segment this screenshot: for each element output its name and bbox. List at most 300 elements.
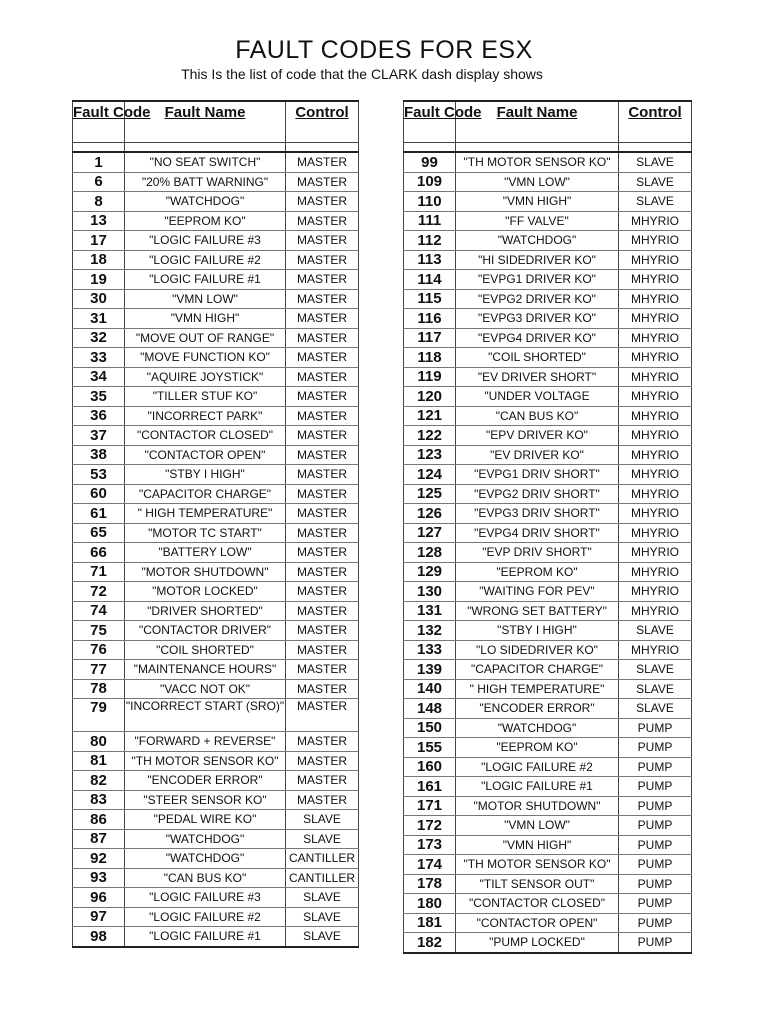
fault-code-cell: 53 (73, 465, 125, 485)
table-row (404, 855, 692, 875)
control-cell: MASTER (286, 406, 359, 426)
table-row (404, 913, 692, 933)
table-row (73, 367, 359, 387)
control-cell: MASTER (286, 679, 359, 699)
fault-name-cell: "CAPACITOR CHARGE" (456, 660, 619, 680)
fault-code-cell: 155 (404, 738, 456, 758)
fault-name-cell: "20% BATT WARNING" (125, 172, 286, 192)
fault-code-cell: 93 (73, 868, 125, 888)
fault-code-cell: 18 (73, 250, 125, 270)
fault-name-cell: "BATTERY LOW" (125, 543, 286, 563)
fault-name-cell: "MAINTENANCE HOURS" (125, 660, 286, 680)
control-cell: PUMP (619, 913, 692, 933)
table-row (404, 211, 692, 231)
fault-code-cell: 174 (404, 855, 456, 875)
fault-code-cell: 109 (404, 172, 456, 192)
fault-code-cell: 31 (73, 309, 125, 329)
fault-code-cell: 86 (73, 810, 125, 830)
control-cell: MASTER (286, 152, 359, 172)
column-header-fault-code: Fault Code (404, 101, 456, 143)
fault-code-cell: 80 (73, 732, 125, 752)
table-row (404, 367, 692, 387)
fault-code-cell: 110 (404, 192, 456, 212)
page-title: FAULT CODES FOR ESX (235, 36, 533, 64)
fault-code-cell: 117 (404, 328, 456, 348)
fault-code-cell: 140 (404, 679, 456, 699)
fault-code-cell: 113 (404, 250, 456, 270)
fault-code-cell: 178 (404, 874, 456, 894)
table-row (404, 172, 692, 192)
control-cell: MASTER (286, 504, 359, 524)
table-row (73, 771, 359, 791)
fault-name-cell: "LOGIC FAILURE #3 (125, 888, 286, 908)
fault-name-cell: "WRONG SET BATTERY" (456, 601, 619, 621)
control-cell: MASTER (286, 231, 359, 251)
control-cell: MASTER (286, 445, 359, 465)
fault-name-cell: "EEPROM KO" (125, 211, 286, 231)
control-cell: SLAVE (286, 907, 359, 927)
fault-name-cell: "TH MOTOR SENSOR KO" (456, 855, 619, 875)
fault-name-cell: "MOTOR LOCKED" (125, 582, 286, 602)
control-cell: MHYRIO (619, 445, 692, 465)
fault-name-cell: "WATCHDOG" (456, 231, 619, 251)
table-row (73, 328, 359, 348)
control-cell: MASTER (286, 582, 359, 602)
control-cell: MHYRIO (619, 543, 692, 563)
fault-code-cell: 122 (404, 426, 456, 446)
control-cell: MHYRIO (619, 406, 692, 426)
fault-name-cell: "TH MOTOR SENSOR KO" (125, 751, 286, 771)
table-row (73, 751, 359, 771)
fault-name-cell: "LOGIC FAILURE #1 (125, 927, 286, 947)
fault-name-cell: "VMN LOW" (456, 172, 619, 192)
table-row (404, 309, 692, 329)
table-row (73, 732, 359, 752)
control-cell: MASTER (286, 367, 359, 387)
control-cell: MASTER (286, 640, 359, 660)
control-cell: MHYRIO (619, 465, 692, 485)
table-row (404, 543, 692, 563)
fault-name-cell: "CONTACTOR OPEN" (125, 445, 286, 465)
control-cell: MASTER (286, 732, 359, 752)
control-cell: SLAVE (619, 621, 692, 641)
column-header-fault-name: Fault Name (125, 101, 286, 143)
fault-code-cell: 87 (73, 829, 125, 849)
fault-code-cell: 125 (404, 484, 456, 504)
fault-code-cell: 120 (404, 387, 456, 407)
table-row (404, 660, 692, 680)
fault-name-cell: "VMN LOW" (125, 289, 286, 309)
control-cell: SLAVE (619, 679, 692, 699)
control-cell: MHYRIO (619, 426, 692, 446)
table-row (404, 426, 692, 446)
fault-code-cell: 60 (73, 484, 125, 504)
table-row (404, 348, 692, 368)
fault-name-cell: "CAN BUS KO" (456, 406, 619, 426)
fault-name-cell: "HI SIDEDRIVER KO" (456, 250, 619, 270)
fault-name-cell: "MOVE OUT OF RANGE" (125, 328, 286, 348)
control-cell: MASTER (286, 289, 359, 309)
fault-name-cell: "MOTOR SHUTDOWN" (125, 562, 286, 582)
fault-code-cell: 36 (73, 406, 125, 426)
control-cell: PUMP (619, 738, 692, 758)
fault-code-cell: 35 (73, 387, 125, 407)
fault-code-cell: 8 (73, 192, 125, 212)
control-cell: MHYRIO (619, 231, 692, 251)
fault-code-cell: 150 (404, 718, 456, 738)
column-header-control: Control (619, 101, 692, 143)
fault-name-cell: "CONTACTOR CLOSED" (125, 426, 286, 446)
fault-code-cell: 180 (404, 894, 456, 914)
fault-name-cell: "EEPROM KO" (456, 562, 619, 582)
fault-code-cell: 160 (404, 757, 456, 777)
fault-name-cell: "FF VALVE" (456, 211, 619, 231)
fault-name-cell: "ENCODER ERROR" (125, 771, 286, 791)
fault-code-cell: 37 (73, 426, 125, 446)
fault-code-cell: 129 (404, 562, 456, 582)
fault-code-cell: 1 (73, 152, 125, 172)
fault-code-table-right (403, 100, 692, 954)
control-cell: SLAVE (286, 888, 359, 908)
table-row (404, 894, 692, 914)
fault-name-cell: "LOGIC FAILURE #3 (125, 231, 286, 251)
fault-name-cell: " HIGH TEMPERATURE" (125, 504, 286, 524)
table-row (73, 907, 359, 927)
table-row (404, 406, 692, 426)
control-cell: MHYRIO (619, 562, 692, 582)
fault-code-cell: 182 (404, 933, 456, 953)
table-row (404, 679, 692, 699)
fault-code-cell: 98 (73, 927, 125, 947)
table-row (73, 621, 359, 641)
fault-code-cell: 116 (404, 309, 456, 329)
column-header-control: Control (286, 101, 359, 143)
fault-code-cell: 96 (73, 888, 125, 908)
fault-code-cell: 71 (73, 562, 125, 582)
fault-name-cell: "COIL SHORTED" (125, 640, 286, 660)
fault-name-cell: "UNDER VOLTAGE (456, 387, 619, 407)
fault-name-cell: "TH MOTOR SENSOR KO" (456, 152, 619, 172)
table-row (73, 309, 359, 329)
fault-code-cell: 76 (73, 640, 125, 660)
table-row (404, 152, 692, 172)
table-row (404, 465, 692, 485)
table-row (73, 679, 359, 699)
fault-code-cell: 118 (404, 348, 456, 368)
control-cell: MASTER (286, 484, 359, 504)
fault-code-cell: 83 (73, 790, 125, 810)
table-row (73, 445, 359, 465)
control-cell: SLAVE (619, 152, 692, 172)
fault-name-cell: "EVPG4 DRIVER KO" (456, 328, 619, 348)
fault-code-cell: 119 (404, 367, 456, 387)
fault-name-cell: "LOGIC FAILURE #1 (125, 270, 286, 290)
fault-name-cell: "CAPACITOR CHARGE" (125, 484, 286, 504)
table-row (404, 328, 692, 348)
fault-code-cell: 132 (404, 621, 456, 641)
fault-name-cell: "TILLER STUF KO" (125, 387, 286, 407)
table-row (404, 621, 692, 641)
control-cell: PUMP (619, 816, 692, 836)
control-cell: PUMP (619, 777, 692, 797)
control-cell: MASTER (286, 211, 359, 231)
fault-code-cell: 161 (404, 777, 456, 797)
fault-name-cell: "TILT SENSOR OUT" (456, 874, 619, 894)
control-cell: MHYRIO (619, 523, 692, 543)
fault-name-cell: "EVPG2 DRIVER KO" (456, 289, 619, 309)
control-cell: MASTER (286, 562, 359, 582)
table-row (73, 348, 359, 368)
fault-name-cell: "INCORRECT START (SRO)" (125, 699, 286, 732)
control-cell: MASTER (286, 601, 359, 621)
table-row (404, 640, 692, 660)
table-row (73, 790, 359, 810)
control-cell: PUMP (619, 757, 692, 777)
fault-code-cell: 121 (404, 406, 456, 426)
control-cell: MHYRIO (619, 601, 692, 621)
control-cell: SLAVE (619, 660, 692, 680)
fault-name-cell: " HIGH TEMPERATURE" (456, 679, 619, 699)
table-row (73, 465, 359, 485)
control-cell: MHYRIO (619, 387, 692, 407)
fault-code-cell: 124 (404, 465, 456, 485)
fault-name-cell: "VMN LOW" (456, 816, 619, 836)
control-cell: SLAVE (619, 699, 692, 719)
table-row (404, 835, 692, 855)
fault-code-cell: 72 (73, 582, 125, 602)
control-cell: MASTER (286, 387, 359, 407)
fault-name-cell: "EVP DRIV SHORT" (456, 543, 619, 563)
control-cell: MASTER (286, 250, 359, 270)
fault-name-cell: "CAN BUS KO" (125, 868, 286, 888)
control-cell: PUMP (619, 796, 692, 816)
fault-name-cell: "AQUIRE JOYSTICK" (125, 367, 286, 387)
table-row (404, 562, 692, 582)
fault-code-cell: 130 (404, 582, 456, 602)
control-cell: SLAVE (286, 810, 359, 830)
control-cell: SLAVE (286, 927, 359, 947)
control-cell: MASTER (286, 270, 359, 290)
table-row (73, 152, 359, 172)
fault-code-cell: 133 (404, 640, 456, 660)
table-row (73, 172, 359, 192)
control-cell: MHYRIO (619, 348, 692, 368)
fault-name-cell: "EVPG4 DRIV SHORT" (456, 523, 619, 543)
fault-name-cell: "WATCHDOG" (456, 718, 619, 738)
fault-code-cell: 66 (73, 543, 125, 563)
fault-name-cell: "STEER SENSOR KO" (125, 790, 286, 810)
table-row (73, 289, 359, 309)
table-row (404, 250, 692, 270)
fault-code-cell: 128 (404, 543, 456, 563)
control-cell: MHYRIO (619, 640, 692, 660)
fault-code-cell: 97 (73, 907, 125, 927)
fault-code-cell: 172 (404, 816, 456, 836)
fault-code-cell: 99 (404, 152, 456, 172)
table-row (404, 192, 692, 212)
fault-name-cell: "WATCHDOG" (125, 849, 286, 869)
control-cell: PUMP (619, 874, 692, 894)
fault-name-cell: "VMN HIGH" (125, 309, 286, 329)
fault-code-cell: 13 (73, 211, 125, 231)
column-header-fault-name: Fault Name (456, 101, 619, 143)
fault-name-cell: "EPV DRIVER KO" (456, 426, 619, 446)
table-row (404, 777, 692, 797)
control-cell: MASTER (286, 172, 359, 192)
fault-name-cell: "LOGIC FAILURE #1 (456, 777, 619, 797)
control-cell: MASTER (286, 660, 359, 680)
fault-name-cell: "DRIVER SHORTED" (125, 601, 286, 621)
table-row (404, 699, 692, 719)
table-row (73, 868, 359, 888)
control-cell: PUMP (619, 835, 692, 855)
page-subtitle: This Is the list of code that the CLARK dash display shows (181, 66, 543, 82)
fault-code-cell: 139 (404, 660, 456, 680)
fault-name-cell: "EVPG3 DRIVER KO" (456, 309, 619, 329)
table-row (404, 289, 692, 309)
control-cell: PUMP (619, 894, 692, 914)
control-cell: MASTER (286, 426, 359, 446)
table-row (73, 406, 359, 426)
table-row (404, 484, 692, 504)
fault-name-cell: "MOTOR SHUTDOWN" (456, 796, 619, 816)
fault-code-cell: 77 (73, 660, 125, 680)
fault-code-cell: 171 (404, 796, 456, 816)
control-cell: MHYRIO (619, 309, 692, 329)
fault-name-cell: "EVPG1 DRIVER KO" (456, 270, 619, 290)
fault-name-cell: "WAITING FOR PEV" (456, 582, 619, 602)
control-cell: MASTER (286, 751, 359, 771)
fault-code-cell: 74 (73, 601, 125, 621)
table-row (73, 888, 359, 908)
fault-name-cell: "MOTOR TC START" (125, 523, 286, 543)
control-cell: MHYRIO (619, 367, 692, 387)
table-row (404, 523, 692, 543)
fault-name-cell: "FORWARD + REVERSE" (125, 732, 286, 752)
table-row (404, 738, 692, 758)
fault-name-cell: "INCORRECT PARK" (125, 406, 286, 426)
fault-code-table-left (72, 100, 359, 948)
fault-name-cell: "EVPG2 DRIV SHORT" (456, 484, 619, 504)
control-cell: MASTER (286, 790, 359, 810)
table-row (73, 504, 359, 524)
table-row (73, 211, 359, 231)
fault-code-cell: 19 (73, 270, 125, 290)
column-header-fault-code: Fault Code (73, 101, 125, 143)
table-row (73, 849, 359, 869)
fault-name-cell: "CONTACTOR OPEN" (456, 913, 619, 933)
control-cell: MHYRIO (619, 289, 692, 309)
control-cell: PUMP (619, 855, 692, 875)
fault-code-cell: 6 (73, 172, 125, 192)
table-row (404, 582, 692, 602)
control-cell: MASTER (286, 543, 359, 563)
table-row (73, 523, 359, 543)
table-row (404, 231, 692, 251)
control-cell: SLAVE (619, 172, 692, 192)
fault-code-cell: 131 (404, 601, 456, 621)
table-row (73, 601, 359, 621)
fault-code-cell: 61 (73, 504, 125, 524)
table-row (404, 270, 692, 290)
table-row (404, 933, 692, 953)
table-row (73, 640, 359, 660)
fault-code-cell: 181 (404, 913, 456, 933)
control-cell: MASTER (286, 348, 359, 368)
control-cell: MHYRIO (619, 504, 692, 524)
fault-code-cell: 38 (73, 445, 125, 465)
table-row (404, 445, 692, 465)
fault-name-cell: "LOGIC FAILURE #2 (456, 757, 619, 777)
control-cell: CANTILLER (286, 849, 359, 869)
table-row (73, 562, 359, 582)
fault-code-cell: 173 (404, 835, 456, 855)
table-row (73, 927, 359, 947)
fault-name-cell: "EV DRIVER SHORT" (456, 367, 619, 387)
fault-name-cell: "WATCHDOG" (125, 829, 286, 849)
fault-code-cell: 82 (73, 771, 125, 791)
fault-name-cell: "PUMP LOCKED" (456, 933, 619, 953)
fault-code-cell: 34 (73, 367, 125, 387)
control-cell: MHYRIO (619, 582, 692, 602)
table-row (73, 829, 359, 849)
fault-name-cell: "VACC NOT OK" (125, 679, 286, 699)
control-cell: MASTER (286, 771, 359, 791)
table-row (73, 660, 359, 680)
fault-name-cell: "STBY I HIGH" (125, 465, 286, 485)
table-row (73, 699, 359, 732)
table-row (73, 192, 359, 212)
fault-code-cell: 75 (73, 621, 125, 641)
fault-name-cell: "EVPG3 DRIV SHORT" (456, 504, 619, 524)
fault-code-cell: 33 (73, 348, 125, 368)
fault-name-cell: "COIL SHORTED" (456, 348, 619, 368)
fault-name-cell: "STBY I HIGH" (456, 621, 619, 641)
fault-code-cell: 92 (73, 849, 125, 869)
fault-code-cell: 78 (73, 679, 125, 699)
fault-code-cell: 30 (73, 289, 125, 309)
control-cell: MASTER (286, 621, 359, 641)
control-cell: MASTER (286, 192, 359, 212)
fault-name-cell: "MOVE FUNCTION KO" (125, 348, 286, 368)
fault-code-cell: 32 (73, 328, 125, 348)
table-row (404, 601, 692, 621)
header-spacer (73, 143, 359, 153)
fault-name-cell: "CONTACTOR CLOSED" (456, 894, 619, 914)
fault-code-cell: 115 (404, 289, 456, 309)
table-row (73, 543, 359, 563)
fault-name-cell: "EVPG1 DRIV SHORT" (456, 465, 619, 485)
fault-name-cell: "EEPROM KO" (456, 738, 619, 758)
table-row (404, 816, 692, 836)
control-cell: MASTER (286, 309, 359, 329)
table-row (404, 718, 692, 738)
table-row (73, 231, 359, 251)
fault-code-cell: 127 (404, 523, 456, 543)
fault-code-cell: 65 (73, 523, 125, 543)
control-cell: MHYRIO (619, 250, 692, 270)
fault-name-cell: "LOGIC FAILURE #2 (125, 907, 286, 927)
fault-name-cell: "NO SEAT SWITCH" (125, 152, 286, 172)
control-cell: SLAVE (286, 829, 359, 849)
fault-name-cell: "CONTACTOR DRIVER" (125, 621, 286, 641)
fault-name-cell: "EV DRIVER KO" (456, 445, 619, 465)
control-cell: MASTER (286, 328, 359, 348)
table-row (73, 582, 359, 602)
table-row (404, 796, 692, 816)
control-cell: PUMP (619, 718, 692, 738)
fault-name-cell: "VMN HIGH" (456, 192, 619, 212)
